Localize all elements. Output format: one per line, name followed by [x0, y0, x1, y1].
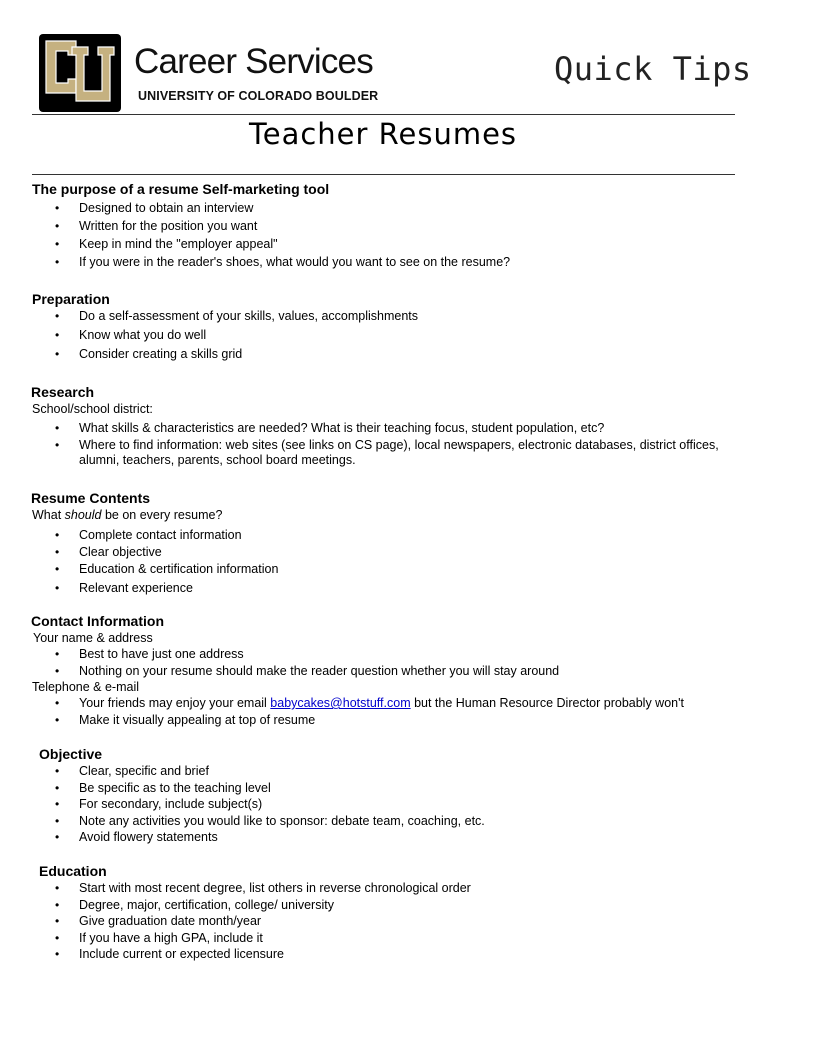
- list-item: • Written for the position you want: [55, 219, 510, 234]
- list-item: • Keep in mind the "employer appeal": [55, 237, 510, 252]
- list-item: • Nothing on your resume should make the reader question whether you will stay around: [55, 664, 559, 679]
- list-item: • Designed to obtain an interview: [55, 201, 510, 216]
- list-item: • For secondary, include subject(s): [55, 797, 485, 812]
- objective-list: [55, 764, 485, 845]
- contact-sub-phone: Telephone & e-mail: [32, 680, 140, 694]
- contents-list: [55, 528, 278, 596]
- title-rule: [32, 174, 735, 175]
- list-item: • Start with most recent degree, list others in reverse chronological order: [55, 881, 471, 896]
- section-heading-contact: Contact Information: [31, 613, 164, 629]
- list-item: • Include current or expected licensure: [55, 947, 471, 962]
- list-item: • Complete contact information: [55, 528, 278, 543]
- section-heading-objective: Objective: [39, 746, 103, 762]
- contact-sub-name: Your name & address: [33, 631, 153, 645]
- list-item: • Relevant experience: [55, 581, 278, 596]
- list-item: • If you have a high GPA, include it: [55, 931, 471, 946]
- list-item: • Be specific as to the teaching level: [55, 781, 485, 796]
- list-item: • Note any activities you would like to sponsor: debate team, coaching, etc.: [55, 814, 485, 829]
- list-item: • Know what you do well: [55, 328, 418, 343]
- list-item: • Where to find information: web sites (see links on CS page), local newspapers, electronic databases, district offices, alumni, teachers, parents, school board meetings.: [55, 438, 735, 468]
- list-item: • Your friends may enjoy your email babycakes@hotstuff.com but the Human Resource Director probably won't: [55, 696, 684, 711]
- header-rule: [32, 114, 735, 115]
- section-heading-preparation: Preparation: [32, 291, 110, 307]
- purpose-list: [55, 201, 510, 270]
- list-item: • Make it visually appealing at top of resume: [55, 713, 684, 728]
- section-heading-research: Research: [31, 384, 95, 400]
- list-item: • Consider creating a skills grid: [55, 347, 418, 362]
- education-list: [55, 881, 471, 962]
- brand-title: Career Services: [134, 42, 373, 81]
- section-heading-education: Education: [39, 863, 107, 879]
- brand-subtitle: UNIVERSITY OF COLORADO BOULDER: [138, 89, 379, 103]
- list-item: • Education & certification information: [55, 562, 278, 577]
- list-item: • Do a self-assessment of your skills, values, accomplishments: [55, 309, 418, 324]
- preparation-list: [55, 309, 418, 362]
- contents-intro: What should be on every resume?: [32, 508, 223, 522]
- list-item: • Clear objective: [55, 545, 278, 560]
- list-item: • Give graduation date month/year: [55, 914, 471, 929]
- list-item: • Clear, specific and brief: [55, 764, 485, 779]
- list-item: • Degree, major, certification, college/ university: [55, 898, 471, 913]
- section-heading-purpose: The purpose of a resume Self-marketing tool: [32, 181, 330, 197]
- cu-logo: [38, 33, 122, 113]
- section-heading-contents: Resume Contents: [31, 490, 151, 506]
- list-item: • Best to have just one address: [55, 647, 559, 662]
- contact-list-1: [55, 647, 559, 679]
- quick-tips-label: Quick Tips: [554, 50, 752, 88]
- research-list: [55, 421, 735, 468]
- research-intro: School/school district:: [32, 402, 153, 416]
- contact-list-2: [55, 696, 684, 728]
- list-item: • If you were in the reader's shoes, what would you want to see on the resume?: [55, 255, 510, 270]
- page-title: Teacher Resumes: [248, 117, 518, 151]
- email-link[interactable]: babycakes@hotstuff.com: [270, 696, 411, 710]
- list-item: • Avoid flowery statements: [55, 830, 485, 845]
- list-item: • What skills & characteristics are needed? What is their teaching focus, student population, etc?: [55, 421, 735, 436]
